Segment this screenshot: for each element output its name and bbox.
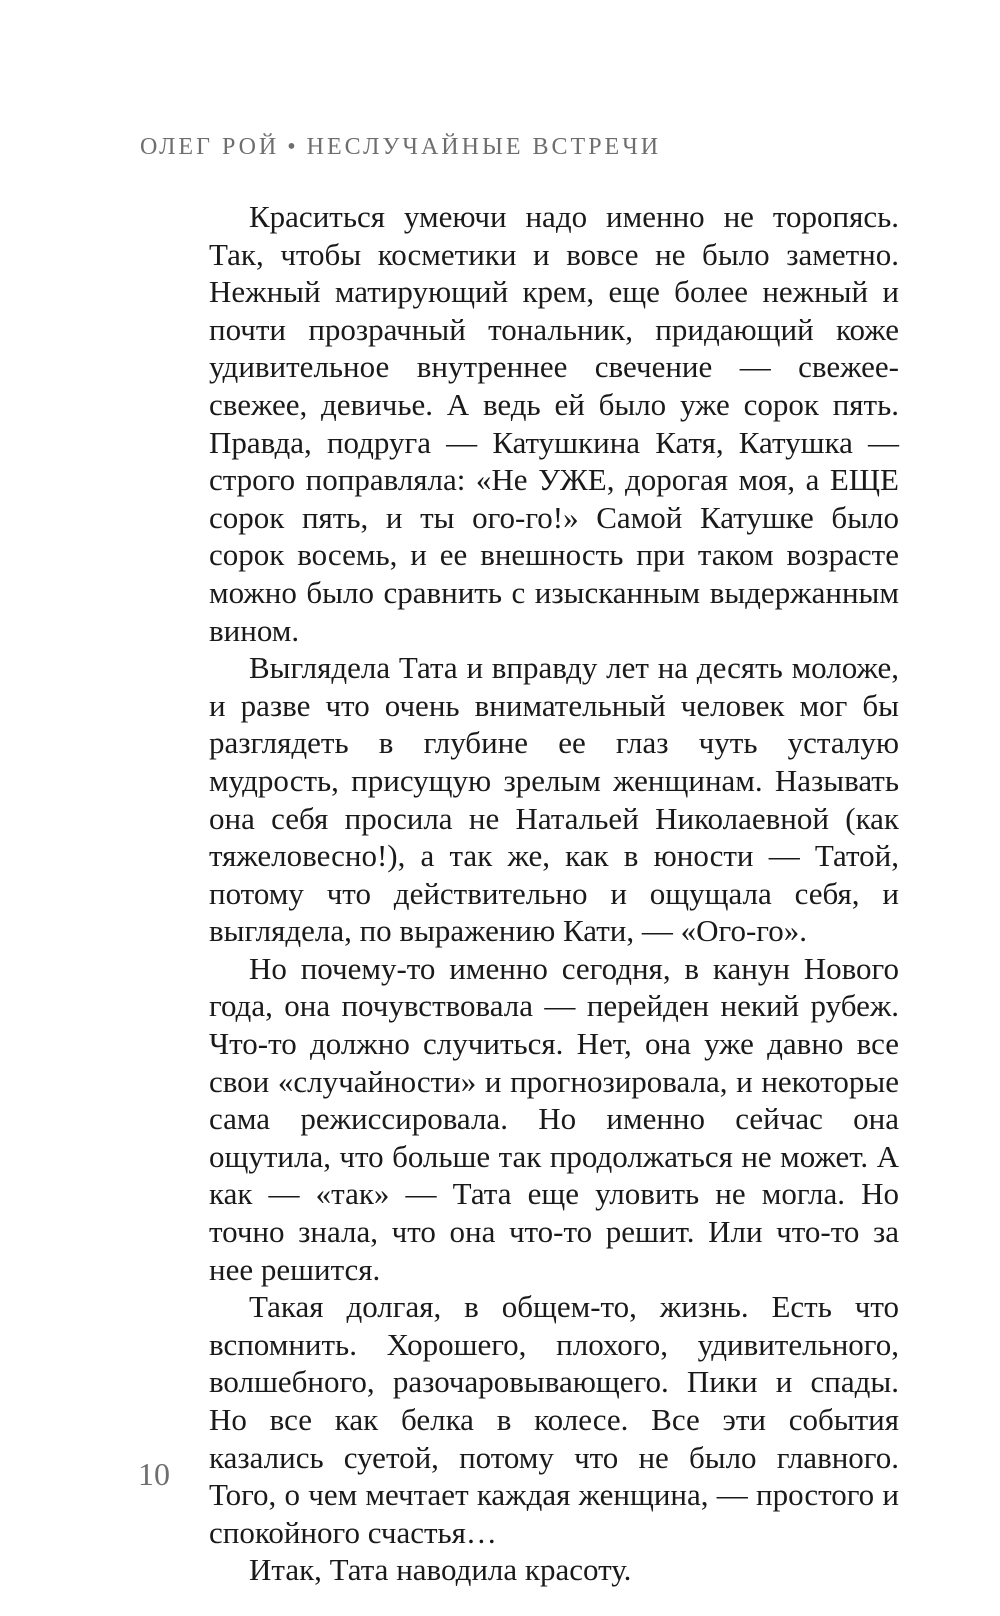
paragraph: Такая долгая, в общем-то, жизнь. Есть что вспомнить. Хорошего, плохого, удивительного, волшебного, разочаровывающего. Пики и спады. Но все как белка в колесе. Все эти события казались суетой, потому что не было главного. Того, о чем мечтает каждая женщина, — простого и спокойного счастья… [209, 1289, 899, 1550]
paragraph: Краситься умеючи надо именно не торопясь. Так, чтобы косметики и вовсе не было заметно. Нежный матирующий крем, еще более нежный и почти прозрачный тональник, придающий коже удивительное внутреннее свечение — свежее-свежее, девичье. А ведь ей было уже сорок пять. Правда, подруга — Катушкина Катя, Катушка — строго поправляла: «Не УЖЕ, дорогая моя, а ЕЩЕ сорок пять, и ты ого-го!» Самой Катушке было сорок восемь, и ее внешность при таком возрасте можно было сравнить с изысканным выдержанным вином. [209, 199, 899, 648]
running-header [140, 134, 661, 161]
paragraph: Но почему-то именно сегодня, в канун Нового года, она почувствовала — перейден некий рубеж. Что-то должно случиться. Нет, она уже давно все свои «случайности» и прогнозировала, и некоторые сама режиссировала. Но именно сейчас она ощутила, что больше так продолжаться не может. А как — «так» — Тата еще уловить не могла. Но точно знала, что она что-то решит. Или что-то за нее решится. [209, 950, 899, 1287]
header-title: НЕСЛУЧАЙНЫЕ ВСТРЕЧИ [306, 134, 662, 160]
page-number: 10 [138, 1456, 170, 1492]
header-separator: • [287, 134, 299, 160]
paragraph: Выглядела Тата и вправду лет на десять моложе, и разве что очень внимательный человек мог бы разглядеть в глубине ее глаз чуть усталую мудрость, присущую зрелым женщинам. Называть она себя просила не Натальей Николаевной (как тяжеловесно!), а так же, как в юности — Татой, потому что действительно и ощущала себя, и выглядела, по выражению Кати, — «Ого-го». [209, 650, 899, 949]
body-text [209, 198, 899, 1589]
paragraph: Итак, Тата наводила красоту. [249, 1552, 632, 1588]
header-author: ОЛЕГ РОЙ [140, 134, 280, 160]
